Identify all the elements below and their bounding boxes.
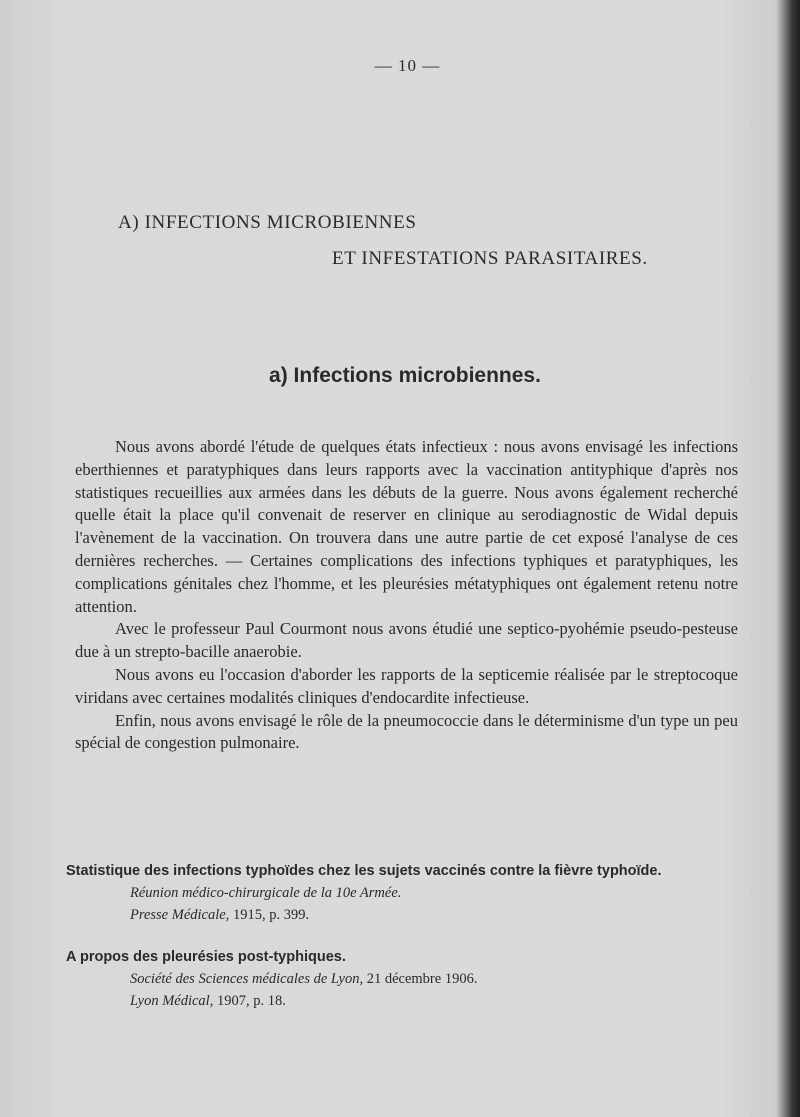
reference-entry: [66, 860, 746, 926]
source-detail: 21 décembre 1906.: [363, 971, 478, 987]
source-name: Société des Sciences médicales de Lyon,: [130, 971, 364, 987]
section-heading-line-2: ET INFESTATIONS PARASITAIRES.: [332, 248, 648, 269]
paragraph: Nous avons eu l'occasion d'aborder les rapports de la septicemie réalisée par le streptocoque viridans avec certaines modalités cliniques d'endocardite infectieuse.: [75, 664, 738, 707]
paragraph: Avec le professeur Paul Courmont nous avons étudié une septico-pyohémie pseudo-pesteuse due à un strepto-bacille anaerobie.: [75, 619, 738, 662]
source-detail: 1915, p. 399.: [229, 907, 310, 923]
reference-entry: [66, 946, 746, 1012]
source-name: Presse Médicale,: [130, 907, 230, 923]
reference-source: [66, 968, 746, 990]
reference-source: [66, 904, 746, 926]
references-list: [66, 860, 746, 1032]
source-name: Réunion médico-chirurgicale de la 10e Armée.: [130, 885, 402, 901]
section-heading-line-1: A) INFECTIONS MICROBIENNES: [118, 212, 417, 233]
paragraph: Enfin, nous avons envisagé le rôle de la pneumococcie dans le déterminisme d'un type un peu spécial de congestion pulmonaire.: [75, 710, 738, 753]
reference-source: [66, 882, 746, 904]
source-detail: 1907, p. 18.: [213, 993, 286, 1009]
source-name: Lyon Médical,: [130, 993, 214, 1009]
reference-title: A propos des pleurésies post-typhiques.: [66, 949, 346, 965]
section-heading: [118, 205, 718, 277]
reference-source: [66, 990, 746, 1012]
paragraph: Nous avons abordé l'étude de quelques états infectieux : nous avons envisagé les infections eberthiennes et paratyphiques dans leurs rapports avec la vaccination antityphique d'après nos statistiques recueillies aux armées dans les débuts de la guerre. Nous avons également recherché quelle était la place qu'il convenait de reserver en clinique au serodiagnostic de Widal depuis l'avènement de la vaccination. On trouvera dans une autre partie de cet exposé l'analyse de ces dernières recherches. — Certaines complications des infections typhiques et paratyphiques, les complications génitales chez l'homme, et les pleurésies métatyphiques ont également retenu notre attention.: [75, 437, 738, 616]
subsection-heading: a) Infections microbiennes.: [269, 364, 541, 387]
page-number: — 10 —: [374, 56, 441, 75]
reference-title: Statistique des infections typhoïdes chez les sujets vaccinés contre la fièvre typhoïde.: [66, 863, 662, 879]
body-text: [75, 436, 738, 755]
